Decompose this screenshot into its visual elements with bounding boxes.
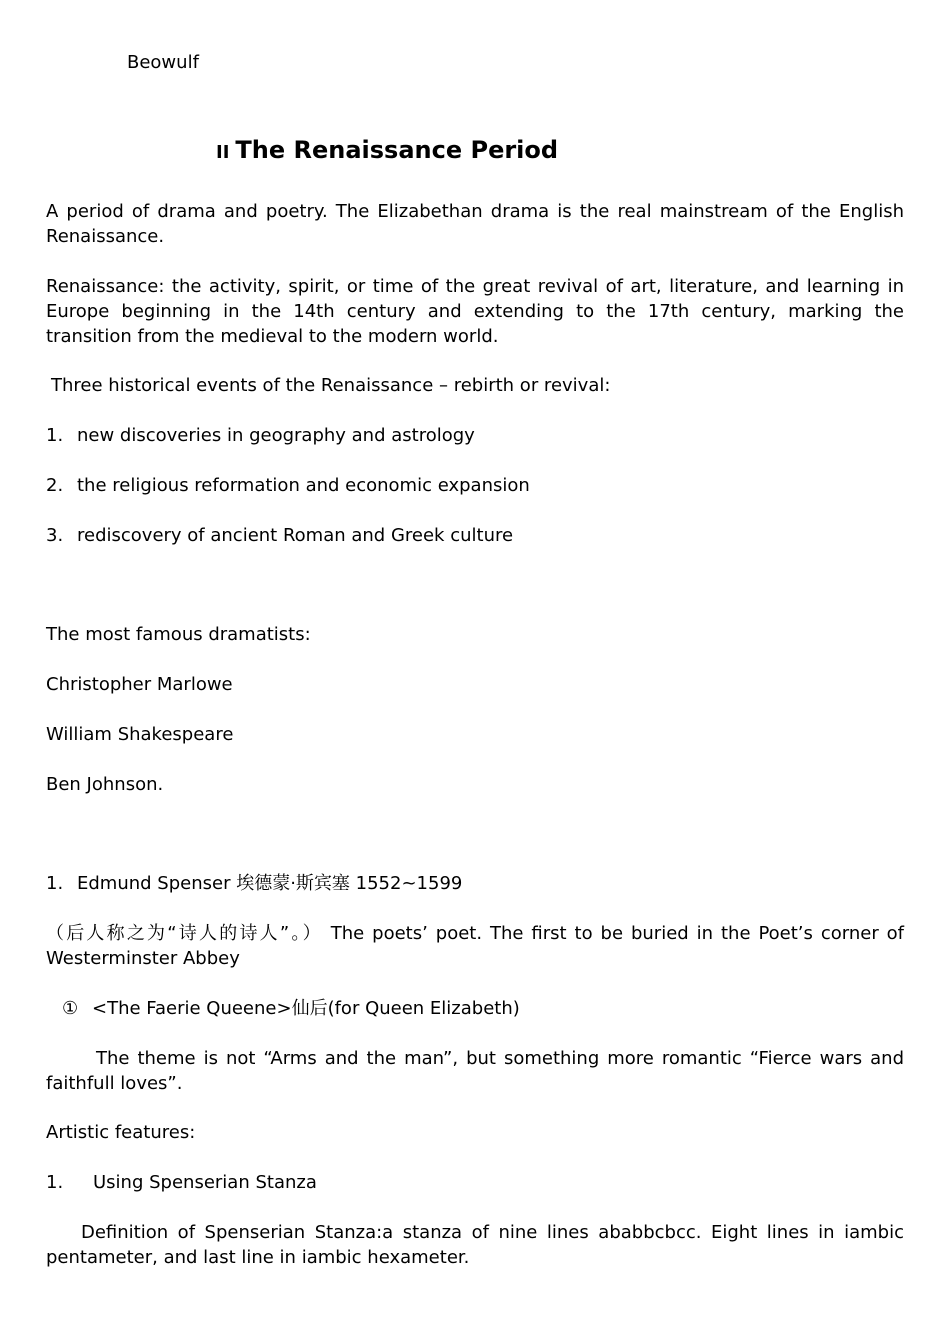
list-number: 1. [46,873,64,894]
section-title: The Renaissance Period [235,136,559,164]
circled-one-marker: ① [62,998,79,1019]
list-number: 2. [46,475,64,496]
spenser-work-title: <The Faerie Queene>仙后(for Queen Elizabeth) [92,998,520,1019]
spenser-note: （后人称之为“诗人的诗人”。） The poets’ poet. The first to be buried in the Poet’s corner of Westerminster Abbey [46,923,904,969]
spenserian-stanza-definition: Definition of Spenserian Stanza:a stanza of nine lines ababbcbcc. Eight lines in iambic pentameter, and last line in iambic hexameter. [46,1222,904,1268]
top-label: Beowulf [127,52,199,73]
dramatist-shakespeare: William Shakespeare [46,724,234,745]
list-text: the religious reformation and economic expansion [77,475,530,496]
events-heading: Three historical events of the Renaissance – rebirth or revival: [51,375,611,396]
spenser-heading [46,871,462,896]
dramatist-johnson: Ben Johnson. [46,774,164,795]
list-number: 3. [46,525,64,546]
dramatist-marlowe: Christopher Marlowe [46,674,233,695]
list-text: rediscovery of ancient Roman and Greek culture [77,525,514,546]
intro-paragraph: A period of drama and poetry. The Elizabethan drama is the real mainstream of the English Renaissance. [46,201,904,247]
list-number: 1. [46,1172,64,1193]
dramatists-heading: The most famous dramatists: [46,624,311,645]
list-text: new discoveries in geography and astrology [77,425,475,446]
section-heading [216,134,558,169]
list-item-event-1 [46,423,475,448]
spenser-work [62,996,520,1021]
renaissance-definition: Renaissance: the activity, spirit, or time of the great revival of art, literature, and learning in Europe beginning in the 14th century and extending to the 17th century, marking the transition from the medieval to the modern world. [46,276,904,347]
list-text: Using Spenserian Stanza [93,1172,317,1193]
list-item-event-2 [46,473,530,498]
spenser-heading-text: Edmund Spenser 埃德蒙·斯宾塞 1552~1599 [77,873,463,894]
list-item-event-3 [46,523,513,548]
list-number: 1. [46,425,64,446]
artistic-features-heading: Artistic features: [46,1122,196,1143]
faerie-queene-theme: The theme is not “Arms and the man”, but something more romantic “Fierce wars and faithfull loves”. [46,1048,904,1094]
section-numeral: II [216,142,230,163]
feature-item-1 [46,1170,317,1195]
